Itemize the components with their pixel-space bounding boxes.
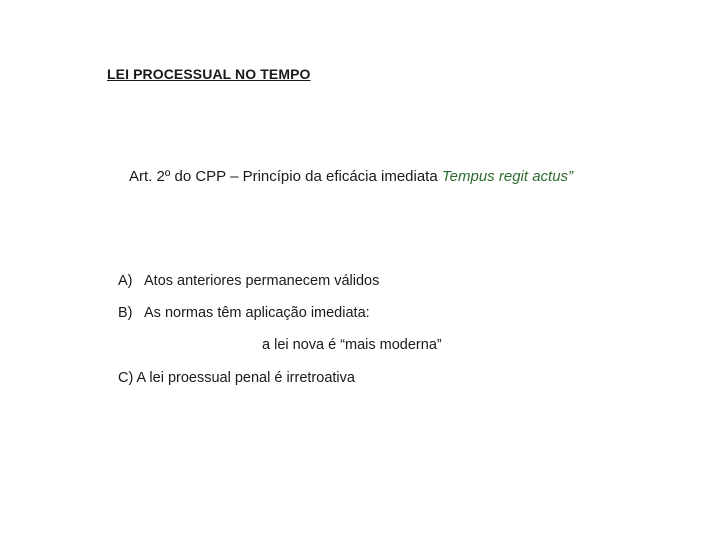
list-item-b-text: As normas têm aplicação imediata: (144, 305, 370, 321)
list-item-b-subtext: a lei nova é “mais moderna” (262, 337, 442, 353)
latin-phrase: Tempus regit actus” (441, 168, 574, 185)
list-item-c: C) A lei proessual penal é irretroativa (118, 370, 355, 386)
list-item-a (118, 273, 379, 289)
list-marker-a: A) (118, 273, 133, 289)
list-item-b (118, 305, 370, 321)
list-marker-b: B) (118, 305, 133, 321)
article-text: Art. 2º do CPP – Princípio da eficácia imediata (129, 168, 442, 185)
list-item-a-text: Atos anteriores permanecem válidos (144, 273, 380, 289)
article-line (129, 168, 573, 185)
slide-title: LEI PROCESSUAL NO TEMPO (107, 66, 311, 82)
